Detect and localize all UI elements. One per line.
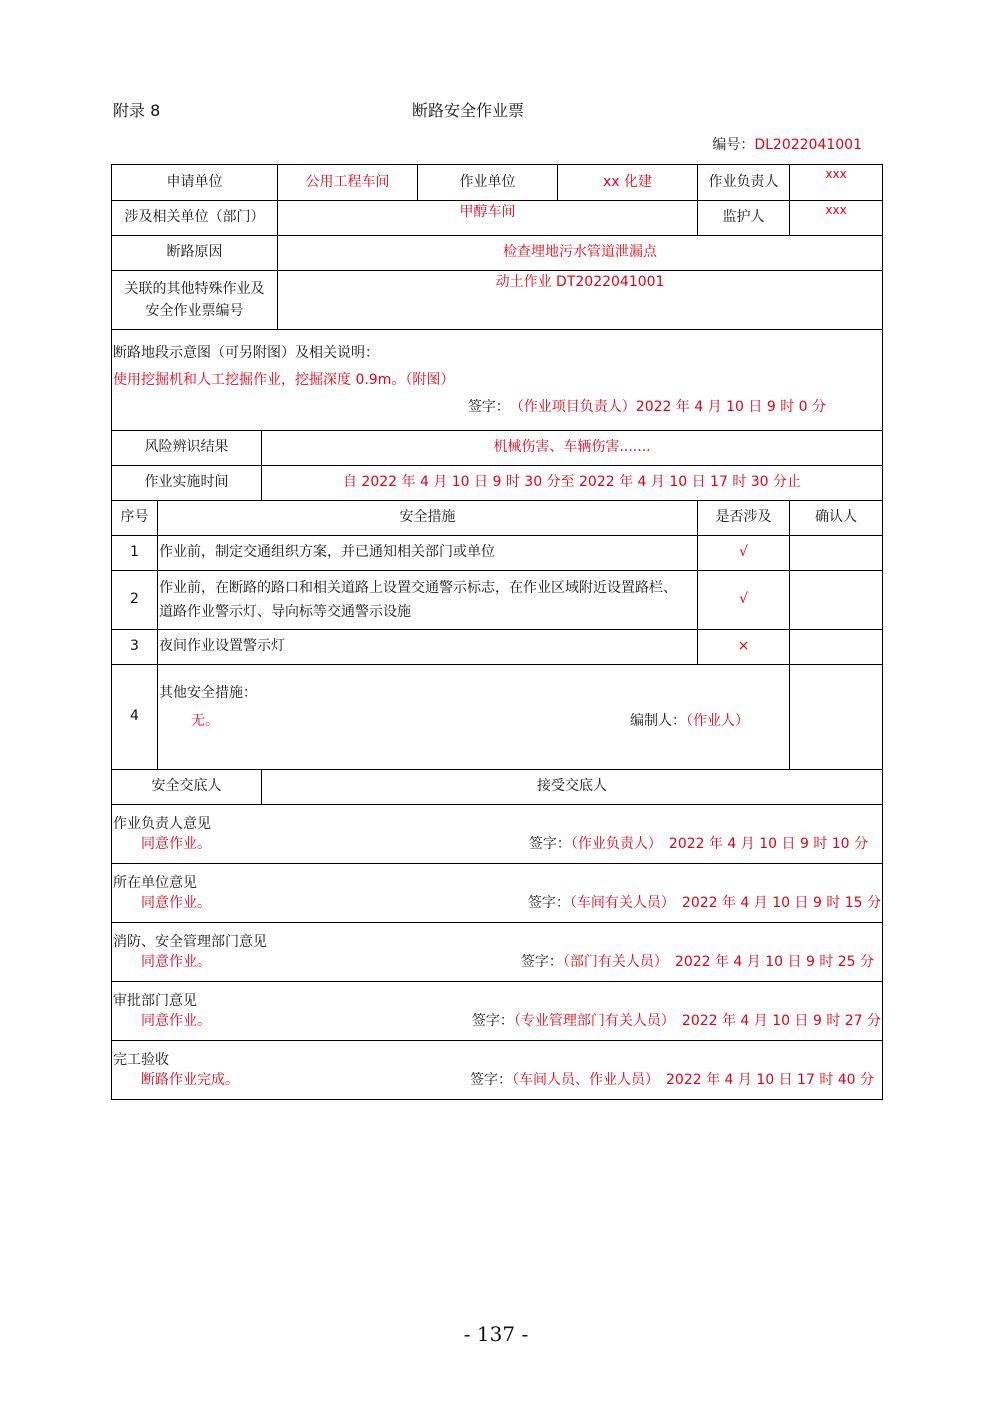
opinion-body: [113, 1011, 882, 1031]
apply-unit-value: 公用工程车间: [278, 165, 418, 201]
other-measures-label: 其他安全措施：: [159, 685, 257, 701]
opinion-cell: [112, 923, 883, 982]
opinion-sign-label: 签字：: [527, 895, 570, 911]
opinion-sign-label: 签字：: [528, 836, 571, 852]
opinion-title: 作业负责人意见: [113, 816, 211, 832]
opinion-signature: [470, 1070, 882, 1090]
measure-involved: √: [698, 536, 790, 571]
opinion-content: 同意作业。: [141, 836, 211, 852]
editor-value: （作业人）: [686, 713, 750, 729]
measures-header-measure: 安全措施: [158, 501, 698, 536]
risk-value: 机械伤害、车辆伤害.......: [262, 431, 883, 466]
row-risk: [112, 431, 883, 466]
handover-giver-label: 安全交底人: [112, 770, 262, 805]
opinion-title: 消防、安全管理部门意见: [113, 934, 267, 950]
opinion-sign-label: 签字：: [471, 1013, 514, 1029]
work-unit-label: 作业单位: [418, 165, 558, 201]
measures-header-confirmer: 确认人: [790, 501, 883, 536]
measure-confirmer: [790, 536, 883, 571]
time-label: 作业实施时间: [112, 466, 262, 501]
opinion-body: [113, 952, 882, 972]
permit-form-table: [111, 164, 883, 1100]
ticket-number-label: 编号：: [712, 137, 755, 153]
measures-header-no: 序号: [112, 501, 158, 536]
row-time: [112, 466, 883, 501]
row-apply-unit: [112, 165, 883, 201]
opinion-body: [113, 893, 882, 913]
work-unit-value: xx 化建: [558, 165, 698, 201]
risk-label: 风险辨识结果: [112, 431, 262, 466]
other-measures-cell: [158, 665, 790, 770]
opinion-content: 断路作业完成。: [141, 1072, 239, 1088]
editor-label: 编制人：: [630, 713, 687, 729]
opinion-body: [113, 1070, 882, 1090]
ticket-number-value: DL2022041001: [754, 137, 862, 153]
editor-signature: [630, 707, 749, 735]
measure-text: 夜间作业设置警示灯: [158, 630, 698, 665]
opinion-signature: [521, 952, 882, 972]
row-handover: [112, 770, 883, 805]
supervisor-value: xxx: [790, 201, 883, 236]
row-reason: [112, 236, 883, 271]
measure-involved: √: [698, 571, 790, 630]
other-special-label-line1: 关联的其他特殊作业及: [124, 281, 265, 297]
opinion-cell: [112, 1041, 883, 1100]
reason-value: 检查埋地污水管道泄漏点: [278, 236, 883, 271]
opinion-signature: [528, 893, 882, 913]
opinion-sign-value: （作业负责人） 2022 年 4 月 10 日 9 时 10 分: [570, 836, 869, 852]
related-unit-value: 甲醇车间: [278, 201, 698, 236]
other-measures-value: 无。: [191, 713, 219, 729]
diagram-sign-value: （作业项目负责人）2022 年 4 月 10 日 9 时 0 分: [509, 399, 827, 415]
table-row: [112, 665, 883, 770]
opinion-content: 同意作业。: [141, 1013, 211, 1029]
opinion-title: 所在单位意见: [113, 875, 197, 891]
row-other-special: [112, 271, 883, 330]
measure-text: 作业前，制定交通组织方案，并已通知相关部门或单位: [158, 536, 698, 571]
page-number: - 137 -: [463, 1322, 529, 1346]
opinion-signature: [529, 834, 882, 854]
opinion-sign-value: （专业管理部门有关人员） 2022 年 4 月 10 日 9 时 27 分: [513, 1013, 882, 1029]
table-row: [112, 536, 883, 571]
measure-text: 作业前，在断路的路口和相关道路上设置交通警示标志，在作业区域附近设置路栏、道路作业警示灯、导向标等交通警示设施: [158, 571, 698, 630]
ticket-number: [712, 134, 862, 154]
opinion-cell: [112, 864, 883, 923]
work-leader-label: 作业负责人: [698, 165, 790, 201]
opinion-row: [112, 1041, 883, 1100]
diagram-description: 使用挖掘机和人工挖掘作业，挖掘深度 0.9m。（附图）: [113, 372, 455, 388]
opinion-row: [112, 923, 883, 982]
diagram-signature: [113, 394, 882, 421]
opinion-row: [112, 982, 883, 1041]
opinion-row: [112, 864, 883, 923]
opinion-signature: [472, 1011, 882, 1031]
opinion-content: 同意作业。: [141, 895, 211, 911]
related-unit-label: 涉及相关单位（部门）: [112, 201, 278, 236]
opinion-body: [113, 834, 882, 854]
opinion-content: 同意作业。: [141, 954, 211, 970]
measure-confirmer: [790, 630, 883, 665]
opinion-cell: [112, 805, 883, 864]
appendix-label: 附录 8: [113, 101, 161, 120]
handover-receiver-label: 接受交底人: [262, 770, 883, 805]
opinion-cell: [112, 982, 883, 1041]
measure-no: 4: [112, 665, 158, 770]
table-row: [112, 571, 883, 630]
opinion-sign-value: （车间人员、作业人员） 2022 年 4 月 10 日 17 时 40 分: [512, 1072, 875, 1088]
measures-header-row: [112, 501, 883, 536]
opinion-sign-value: （车间有关人员） 2022 年 4 月 10 日 9 时 15 分: [569, 895, 882, 911]
work-leader-value: xxx: [790, 165, 883, 201]
other-special-label: [112, 271, 278, 330]
diagram-label: 断路地段示意图（可另附图）及相关说明：: [113, 345, 379, 361]
diagram-sign-label: 签字：: [467, 399, 510, 415]
measure-involved: ×: [698, 630, 790, 665]
time-value: 自 2022 年 4 月 10 日 9 时 30 分至 2022 年 4 月 10 日 17 时 30 分止: [262, 466, 883, 501]
opinion-title: 完工验收: [113, 1052, 169, 1068]
other-special-value: 动土作业 DT2022041001: [278, 271, 883, 330]
other-special-label-line2: 安全作业票编号: [145, 303, 244, 319]
document-title: 断路安全作业票: [412, 101, 525, 120]
measure-no: 1: [112, 536, 158, 571]
row-related-unit: [112, 201, 883, 236]
reason-label: 断路原因: [112, 236, 278, 271]
measure-no: 3: [112, 630, 158, 665]
opinion-title: 审批部门意见: [113, 993, 197, 1009]
measure-confirmer: [790, 571, 883, 630]
opinion-sign-value: （部门有关人员） 2022 年 4 月 10 日 9 时 25 分: [562, 954, 875, 970]
measure-confirmer: [790, 665, 883, 770]
opinion-row: [112, 805, 883, 864]
measures-header-involved: 是否涉及: [698, 501, 790, 536]
supervisor-label: 监护人: [698, 201, 790, 236]
diagram-cell: [112, 330, 883, 431]
row-diagram: [112, 330, 883, 431]
other-measures-line: [159, 707, 749, 735]
opinion-sign-label: 签字：: [520, 954, 563, 970]
opinion-sign-label: 签字：: [470, 1072, 512, 1088]
measure-no: 2: [112, 571, 158, 630]
apply-unit-label: 申请单位: [112, 165, 278, 201]
table-row: [112, 630, 883, 665]
